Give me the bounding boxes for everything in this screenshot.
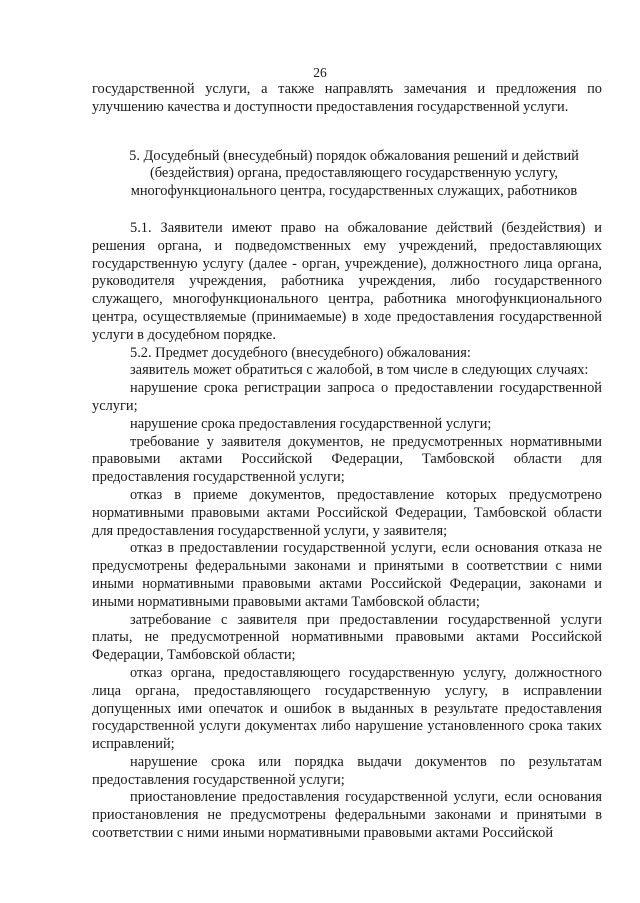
list-item: нарушение срока предоставления государственной услуги;: [130, 415, 492, 432]
section-title-line-3: многофункционального центра, государственных служащих, работников: [130, 183, 578, 200]
paragraph-5-2: 5.2. Предмет досудебного (внесудебного) обжалования:: [130, 344, 471, 361]
list-item: нарушение срока или порядка выдачи документов по результатам предоставления государственной услуги;: [92, 753, 602, 788]
section-title: [92, 148, 602, 201]
list-intro: заявитель может обратиться с жалобой, в том числе в следующих случаях:: [130, 362, 589, 379]
list-item: нарушение срока регистрации запроса о предоставлении государственной услуги;: [92, 380, 602, 414]
list-item: затребование с заявителя при предоставлении государственной услуги платы, не предусмотренной нормативными правовыми актами Российской Федерации, Тамбовской области;: [92, 611, 602, 664]
section-title-line-1: 5. Досудебный (внесудебный) порядок обжалования решений и действий: [129, 147, 579, 164]
section-title-line-2: (бездействия) органа, предоставляющего государственную услугу,: [149, 165, 559, 182]
document-body: [92, 81, 602, 843]
list-item: отказ в предоставлении государственной услуги, если основания отказа не предусмотрены федеральными законами и принятыми в соответствии с ними иными нормативными правовыми актами Российской Федерации, законами и иными нормативными правовыми актами Тамбовской области;: [92, 540, 602, 610]
list-item: отказ в приеме документов, предоставление которых предусмотрено нормативными правовыми актами Российской Федерации, Тамбовской области для предоставления государственной услуги, у заявителя;: [92, 486, 602, 539]
page-number: 26: [313, 65, 327, 80]
lead-paragraph: государственной услуги, а также направлять замечания и предложения по улучшению качества и доступности предоставления государственной услуги.: [92, 81, 602, 115]
list-item: требование у заявителя документов, не предусмотренных нормативными правовыми актами Российской Федерации, Тамбовской области для предоставления государственной услуги;: [92, 433, 602, 486]
list-item: приостановление предоставления государственной услуги, если основания приостановления не предусмотрены федеральными законами и принятыми в соответствии с ними иными нормативными правовыми актами Российской: [92, 789, 602, 842]
paragraph-5-1: 5.1. Заявители имеют право на обжалование действий (бездействия) и решения органа, и подведомственных ему учреждений, предоставляющих государственную услугу (далее - орган, учреждение), должностного лица органа, руководителя учреждения, работника учреждения, либо государственного служащего, многофункционального центра, работника многофункционального центра, осуществляемые (принимаемые) в ходе предоставления государственной услуги в досудебном порядке.: [92, 219, 602, 343]
list-item: отказ органа, предоставляющего государственную услугу, должностного лица органа, предоставляющего государственную услугу, в исправлении допущенных ими опечаток и ошибок в выданных в результате предоставления государственной услуги документах либо нарушение установленного срока таких исправлений;: [92, 664, 602, 753]
